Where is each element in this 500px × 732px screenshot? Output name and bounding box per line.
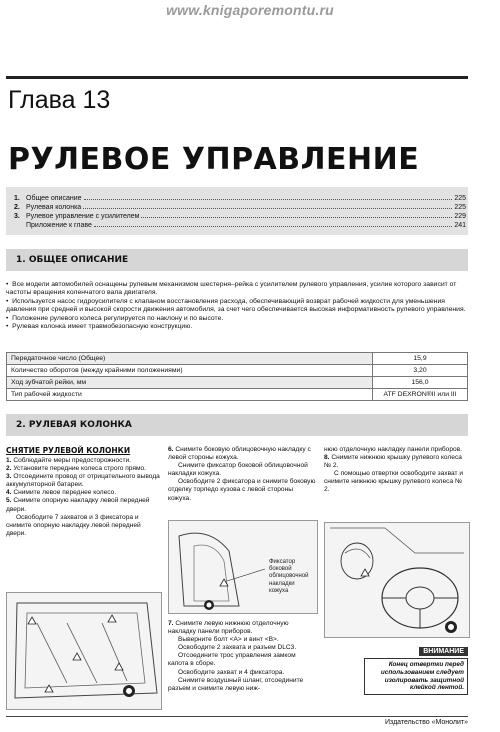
column-2-top	[168, 446, 316, 503]
column-3-top	[324, 446, 468, 495]
step-text: Установите передние колеса строго прямо.	[13, 465, 147, 473]
bullet-text: Рулевая колонка имеет травмобезопасную конструкцию.	[12, 323, 193, 331]
step-text: Выверните болт <A> и винт <B>.	[178, 636, 279, 644]
step-text: Соблюдайте меры предосторожности.	[13, 457, 131, 464]
spec-label: Тип рабочей жидкости	[7, 389, 373, 401]
door-trim-figure	[6, 592, 162, 710]
toc-page: 225	[454, 204, 466, 211]
step-item	[168, 677, 316, 693]
spec-label: Ход зубчатой рейки, мм	[7, 377, 373, 389]
step-text: Отсоедините провод от отрицательного вывода аккумуляторной батареи.	[6, 473, 160, 489]
table-row	[7, 377, 468, 389]
subsection-heading: СНЯТИЕ РУЛЕВОЙ КОЛОНКИ	[6, 446, 131, 455]
spec-table	[6, 352, 468, 401]
toc-entry[interactable]	[14, 213, 466, 220]
step-item	[168, 669, 316, 677]
section-heading-text: 1. ОБЩЕЕ ОПИСАНИЕ	[16, 255, 129, 265]
step-text: Снимите левую нижнюю отделочную накладку панели приборов.	[168, 620, 289, 636]
step-item	[168, 446, 316, 462]
toc-leader	[141, 216, 452, 218]
toc-label: Рулевая колонка	[26, 204, 82, 211]
chapter-label: Глава 13	[8, 86, 111, 114]
toc-label: Рулевое управление с усилителем	[26, 213, 140, 220]
toc-page: 225	[454, 195, 466, 202]
toc-leader	[83, 207, 452, 209]
callout-line: кожуха	[269, 587, 289, 594]
toc-entry[interactable]	[14, 222, 466, 229]
section-heading-steering-column	[6, 414, 468, 436]
step-number: 4.	[6, 489, 12, 497]
chapter-title: РУЛЕВОЕ УПРАВЛЕНИЕ	[8, 142, 420, 177]
table-row	[7, 389, 468, 401]
step-item	[324, 454, 468, 470]
toc-entry[interactable]	[14, 195, 466, 202]
toc-label: Общее описание	[26, 195, 82, 202]
toc-number: 1.	[14, 195, 20, 202]
bullet-text: Используется насос гидроусилителя с клапаном восстановления расхода, обеспечивающий возврат рабочей жидкости для уменьшения давления при средней и высокой скорости движения автомобиля, за счет чего обеспечивается высокая информативность рулевого управления.	[6, 297, 466, 314]
caution-text: Конец отвертки перед использованием следует изолировать защитной клейкой лентой.	[364, 658, 468, 695]
step-number: 5.	[6, 497, 12, 505]
step-number: 3.	[6, 473, 12, 481]
step-item	[168, 462, 316, 478]
door-trim-illustration	[7, 593, 161, 709]
step-number: 2.	[6, 465, 12, 473]
step-item	[168, 652, 316, 668]
top-rule	[6, 76, 468, 79]
step-text: Снимите боковую облицовочную накладку с левой стороны кожуха.	[168, 446, 311, 462]
step-text: Отсоедините трос управления замком капота в сборе.	[168, 652, 296, 668]
footer-rule	[6, 716, 468, 717]
bullet-item: • Все модели автомобилей оснащены рулевым механизмом шестерня–рейка с усилителем рулевого управления, усилие которого зависит от частоты вращения коленчатого вала двигателя.	[6, 281, 457, 297]
toc-number: 2.	[14, 204, 20, 211]
table-row	[7, 365, 468, 377]
step-item	[6, 497, 160, 513]
step-text: Снимите левое переднее колесо.	[13, 489, 117, 497]
toc-leader	[94, 225, 452, 227]
column-1	[6, 446, 160, 538]
table-row	[7, 353, 468, 365]
step-number: 8.	[324, 454, 330, 462]
spec-value: 156,0	[373, 377, 468, 389]
step-text: Освободите 7 захватов и 3 фиксатора и снимите опорную накладку левой передней двери.	[6, 513, 141, 537]
step-text: С помощью отвертки освободите захват и снимите нижнюю крышку рулевого колеса № 2.	[324, 470, 464, 494]
spec-value: 15,9	[373, 353, 468, 365]
step-number: 1.	[6, 457, 12, 464]
steering-wheel-illustration	[325, 523, 469, 637]
toc-page: 229	[454, 213, 466, 220]
caution-tag: ВНИМАНИЕ	[419, 647, 468, 656]
section-heading-text: 2. РУЛЕВАЯ КОЛОНКА	[16, 420, 132, 430]
toc-page: 241	[454, 222, 466, 229]
callout-line: накладки	[269, 580, 295, 587]
table-of-contents	[6, 187, 468, 235]
toc-leader	[84, 198, 453, 200]
steering-wheel-figure	[324, 522, 470, 638]
side-trim-figure	[168, 520, 318, 614]
step-number: 6.	[168, 446, 174, 453]
column-2-bottom	[168, 620, 316, 693]
caution-note	[364, 640, 468, 695]
bullet-text: Все модели автомобилей оснащены рулевым механизмом шестерня–рейка с усилителем рулевого управления, усилие которого зависит от частоты вращения коленчатого вала двигателя.	[6, 281, 457, 297]
section-heading-general	[6, 249, 468, 271]
step-list	[6, 457, 160, 538]
bullet-item: • Положение рулевого колеса регулируется по наклону и по высоте.	[6, 314, 224, 322]
step-item	[168, 478, 316, 502]
spec-value: 3,20	[373, 365, 468, 377]
step-number: 7.	[168, 620, 174, 627]
step-text: Освободите 2 фиксатора и снимите боковую отделку торпедо кузова с левой стороны кожуха.	[168, 478, 316, 502]
callout-line: боковой	[269, 566, 292, 573]
spec-label: Передаточное число (Общее)	[7, 353, 373, 365]
step-text: Снимите опорную накладку левой передней двери.	[6, 497, 150, 513]
callout-line: Фиксатор	[269, 559, 296, 565]
toc-entry[interactable]	[14, 204, 466, 211]
spec-value: ATF DEXRON®II или III	[373, 389, 468, 401]
callout-line: облицовочной	[269, 573, 309, 580]
spec-label: Количество оборотов (между крайними положениями)	[7, 365, 373, 377]
figure-callout	[269, 559, 309, 595]
bullet-item: • Используется насос гидроусилителя с клапаном восстановления расхода, обеспечивающий возврат рабочей жидкости для уменьшения давления при средней и высокой скорости движения автомобиля, за счет чего обеспечивается высокая информативность рулевого управления.	[6, 297, 466, 314]
step-item	[6, 473, 160, 489]
step-text: Освободите захват и 4 фиксатора.	[178, 668, 285, 676]
step-text: нюю отделочную накладку панели приборов.	[324, 446, 463, 453]
step-text: Снимите нижнюю крышку рулевого колеса № 2.	[324, 454, 462, 470]
step-item	[324, 470, 468, 494]
toc-label: Приложение к главе	[26, 222, 92, 229]
step-item	[168, 620, 316, 636]
step-item	[6, 514, 160, 538]
step-text: Снимите фиксатор боковой облицовочной накладки кожуха.	[168, 462, 308, 478]
bullet-text: Положение рулевого колеса регулируется по наклону и по высоте.	[12, 314, 224, 322]
step-item	[324, 446, 468, 454]
toc-number: 3.	[14, 213, 20, 220]
step-item	[6, 465, 160, 473]
publisher-name: Издательство «Монолит»	[384, 719, 468, 726]
step-item	[6, 457, 160, 465]
step-text: Освободите 2 захвата и разъем DLC3.	[178, 644, 297, 652]
general-description	[6, 281, 468, 331]
step-item	[168, 644, 316, 652]
site-watermark: www.knigaporemontu.ru	[166, 2, 334, 18]
bullet-item: • Рулевая колонка имеет травмобезопасную конструкцию.	[6, 323, 193, 331]
step-text: Снимите воздушный шланг, отсоедините разъем и снимите левую ниж-	[168, 676, 304, 692]
